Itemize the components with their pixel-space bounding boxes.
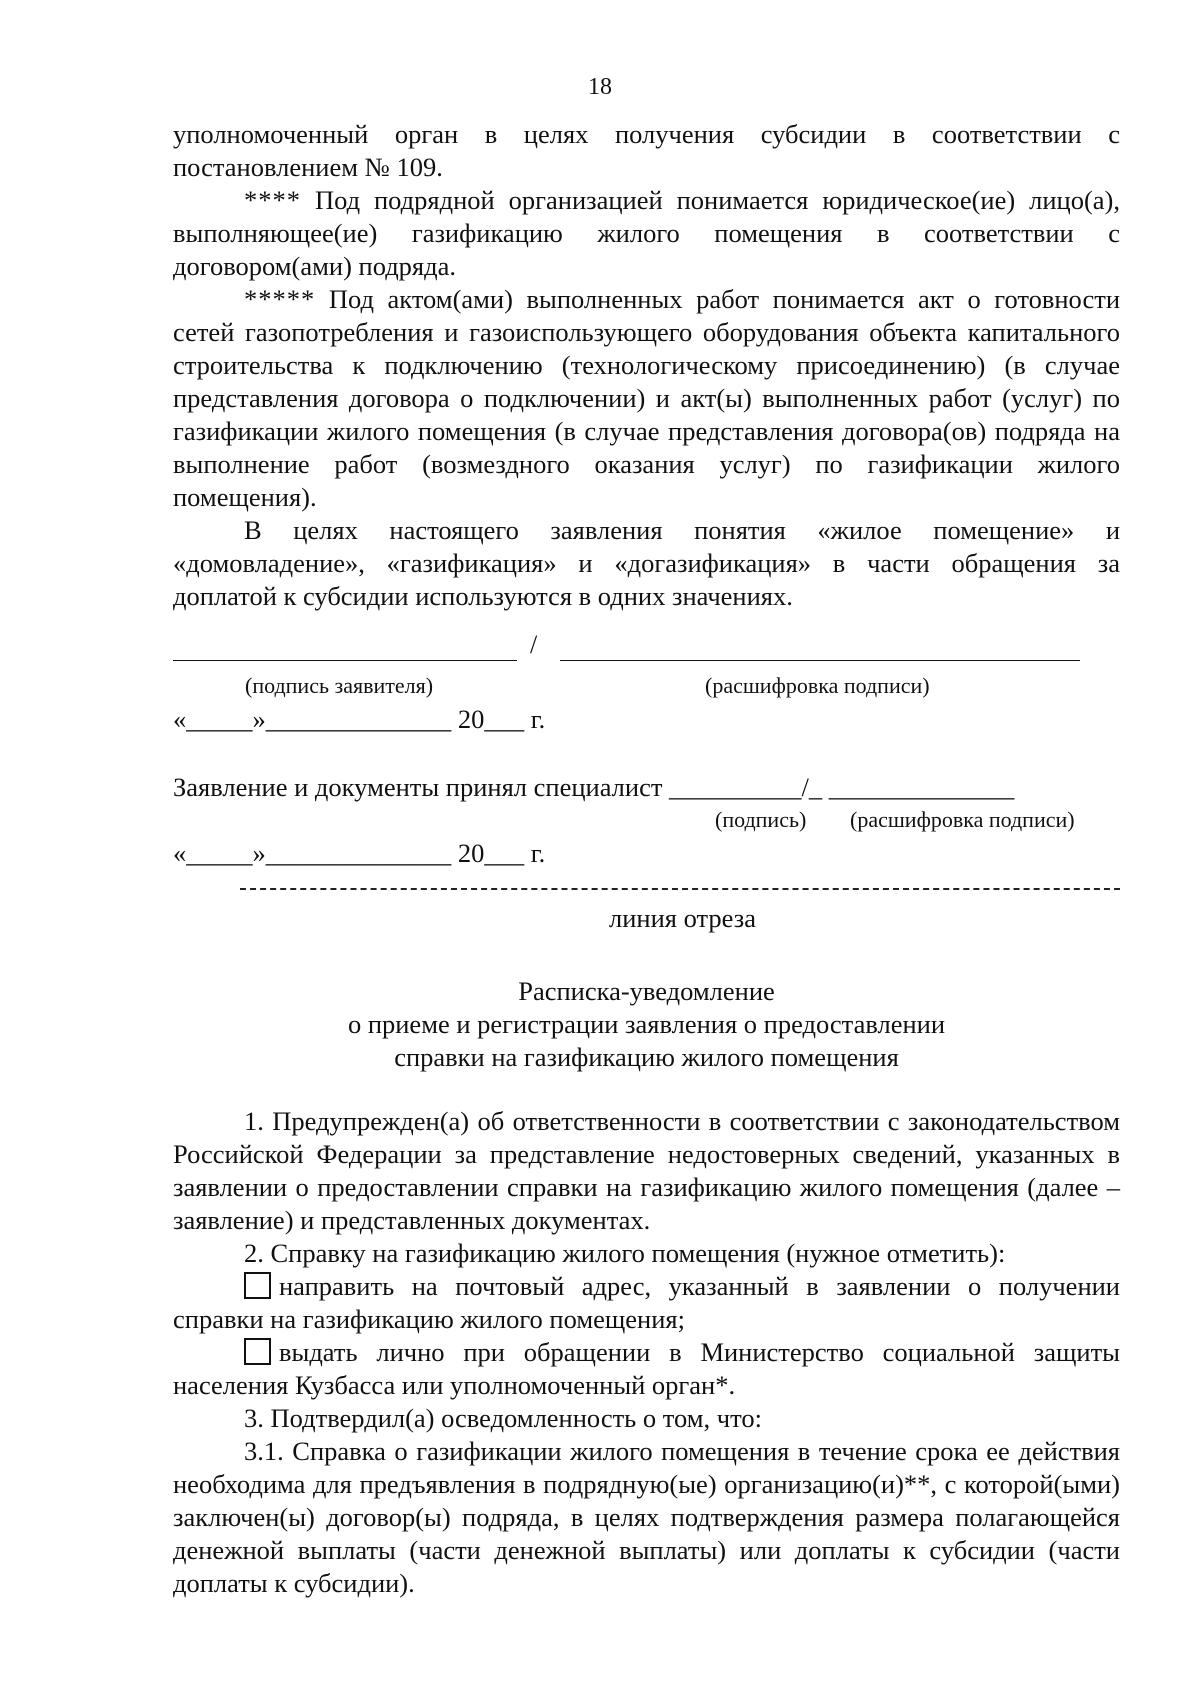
paragraph-4: В целях настоящего заявления понятия «жилое помещение» и «домовладение», «газификация» и «догазификация» в части обращения за доплатой к субсидии используются в одних значениях.	[173, 515, 1120, 611]
applicant-decoding-line[interactable]	[560, 660, 1080, 661]
footnote-marker-4: ****	[244, 185, 301, 215]
applicant-signature-line[interactable]	[173, 660, 517, 661]
receipt-title-line-2: о приеме и регистрации заявления о предоставлении	[347, 1009, 946, 1039]
specialist-line: Заявление и документы принял специалист __________/_ ______________	[173, 772, 1015, 802]
receipt-body	[173, 1105, 1120, 1600]
specialist-date-line: «_____»______________ 20___ г.	[173, 838, 546, 868]
paragraph-2	[173, 184, 1120, 283]
paragraph-3-text: Под актом(ами) выполненных работ понимается акт о готовности сетей газопотребления и газоиспользующего оборудования объекта капитального строительства к подключению (технологическому присоединению) (в случае представления договора о подключении) и акт(ы) выполненных работ (услуг) по газификации жилого помещения (в случае представления договора(ов) подряда на выполнение работ (возмездного оказания услуг) по газификации жилого помещения).	[173, 284, 1120, 512]
cut-line-label: линия отреза	[609, 903, 756, 933]
paragraph-3	[173, 283, 1120, 514]
receipt-title-line-1: Расписка-уведомление	[518, 976, 775, 1006]
caption-applicant-signature: (подпись заявителя)	[245, 673, 434, 698]
receipt-item-3-1: 3.1. Справка о газификации жилого помещения в течение срока ее действия необходима для предъявления в подрядную(ые) организацию(и)**, с которой(ыми) заключен(ы) договор(ы) подряда, в целях подтверждения размера полагающейся денежной выплаты (части денежной выплаты) или доплаты к субсидии (части доплаты к субсидии).	[173, 1436, 1120, 1598]
paragraph-1: уполномоченный орган в целях получения субсидии в соответствии с постановлением № 109.	[173, 119, 1120, 182]
cut-line	[240, 888, 1120, 890]
page-number: 18	[588, 74, 612, 100]
caption-specialist-decoding: (расшифровка подписи)	[850, 807, 1075, 832]
applicant-date-line: «_____»______________ 20___ г.	[173, 704, 546, 734]
receipt-title	[173, 975, 1120, 1074]
receipt-item-1: 1. Предупрежден(а) об ответственности в соответствии с законодательством Российской Федерации за представление недостоверных сведений, указанных в заявлении о предоставлении справки на газификацию жилого помещения (далее – заявление) и представленных документах.	[173, 1106, 1120, 1235]
footnotes-block	[173, 118, 1120, 613]
receipt-option-1	[173, 1270, 1120, 1336]
caption-applicant-decoding: (расшифровка подписи)	[705, 673, 930, 698]
option-2-text: выдать лично при обращении в Министерство социальной защиты населения Кузбасса или уполномоченный орган*.	[173, 1337, 1120, 1400]
option-1-text: направить на почтовый адрес, указанный в заявлении о получении справки на газификацию жилого помещения;	[173, 1271, 1120, 1334]
footnote-marker-5: *****	[244, 284, 316, 314]
receipt-item-2: 2. Справку на газификацию жилого помещения (нужное отметить):	[244, 1238, 1006, 1268]
paragraph-2-text: Под подрядной организацией понимается юридическое(ие) лицо(а), выполняющее(ие) газификацию жилого помещения в соответствии с договором(ами) подряда.	[173, 185, 1121, 281]
receipt-title-line-3: справки на газификацию жилого помещения	[394, 1042, 899, 1072]
signature-slash: /	[530, 630, 538, 659]
checkbox-post[interactable]	[244, 1272, 271, 1299]
caption-specialist-signature: (подпись)	[715, 807, 807, 832]
checkbox-in-person[interactable]	[244, 1338, 271, 1365]
receipt-item-3: 3. Подтвердил(а) осведомленность о том, что:	[244, 1403, 762, 1433]
receipt-option-2	[173, 1336, 1120, 1402]
